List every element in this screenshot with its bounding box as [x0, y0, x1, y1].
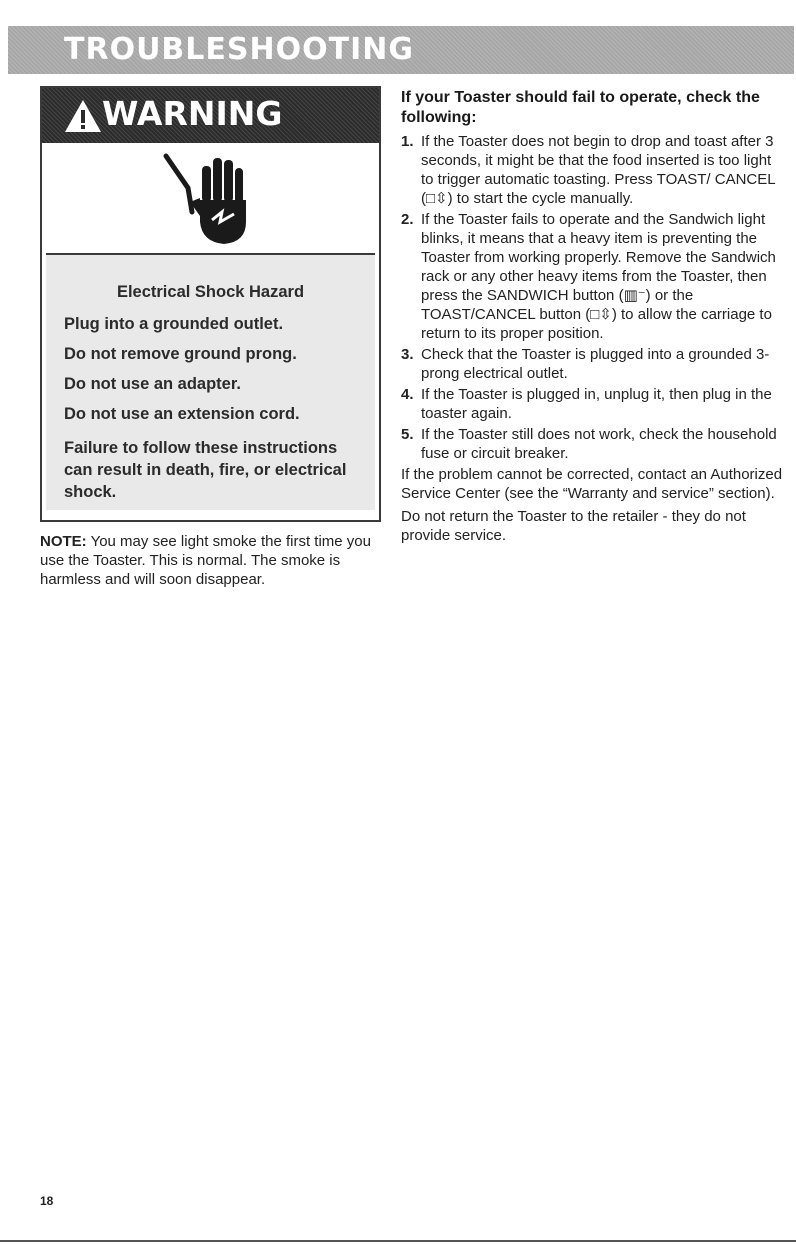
- troubleshoot-heading: If your Toaster should fail to operate, check the following:: [401, 89, 760, 126]
- note-paragraph: [40, 532, 385, 589]
- bottom-rule: [0, 1240, 796, 1242]
- warning-header: [42, 88, 379, 143]
- warning-line: Do not remove ground prong.: [64, 345, 297, 363]
- list-item: [401, 425, 786, 463]
- step-text: Check that the Toaster is plugged into a grounded 3-prong electrical outlet.: [421, 346, 770, 382]
- step-number: 5.: [401, 426, 414, 443]
- troubleshoot-steps: [401, 132, 786, 463]
- step-text: If the Toaster is plugged in, unplug it, then plug in the toaster again.: [421, 386, 772, 422]
- list-item: [401, 345, 786, 383]
- hazard-title: Electrical Shock Hazard: [116, 283, 305, 301]
- note-text: You may see light smoke the first time you use the Toaster. This is normal. The smoke is harmless and will soon disappear.: [40, 533, 371, 588]
- step-text: If the Toaster still does not work, check the household fuse or circuit breaker.: [421, 426, 777, 462]
- troubleshoot-section: [401, 88, 786, 549]
- warning-line: Do not use an adapter.: [64, 375, 241, 393]
- page-number: 18: [40, 1194, 54, 1208]
- warning-line: Do not use an extension cord.: [64, 405, 300, 423]
- warning-consequence: Failure to follow these instructions can result in death, fire, or electrical shock.: [64, 439, 347, 501]
- list-item: [401, 132, 786, 208]
- step-number: 1.: [401, 133, 414, 150]
- step-number: 3.: [401, 346, 414, 363]
- note-label: NOTE:: [40, 533, 87, 550]
- section-banner: [8, 26, 794, 74]
- warning-line: Plug into a grounded outlet.: [64, 315, 284, 333]
- step-number: 4.: [401, 386, 414, 403]
- warning-title: WARNING: [102, 94, 283, 133]
- step-text: If the Toaster does not begin to drop and toast after 3 seconds, it might be that the food inserted is too light to trigger automatic toasting. Press TOAST/ CANCEL (□⇳) to start the cycle manually.: [421, 133, 776, 207]
- contact-paragraph: If the problem cannot be corrected, contact an Authorized Service Center (see the “Warranty and service” section).: [401, 466, 783, 502]
- step-text: If the Toaster fails to operate and the Sandwich light blinks, it means that a heavy item is preventing the Toaster from working properly. Remove the Sandwich rack or any other heavy items from the Toaster, then press the SANDWICH button (▥⁻) or the TOAST/CANCEL button (□⇳) to allow the carriage to return to its proper position.: [421, 211, 776, 342]
- warning-box: [40, 86, 381, 522]
- list-item: [401, 385, 786, 423]
- warning-body: [46, 253, 375, 510]
- electrical-shock-hand-icon: [162, 152, 262, 246]
- section-title: TROUBLESHOOTING: [64, 32, 414, 67]
- warning-triangle-icon: [64, 99, 102, 133]
- step-number: 2.: [401, 211, 414, 228]
- retailer-paragraph: Do not return the Toaster to the retailer - they do not provide service.: [401, 508, 746, 544]
- list-item: [401, 210, 786, 343]
